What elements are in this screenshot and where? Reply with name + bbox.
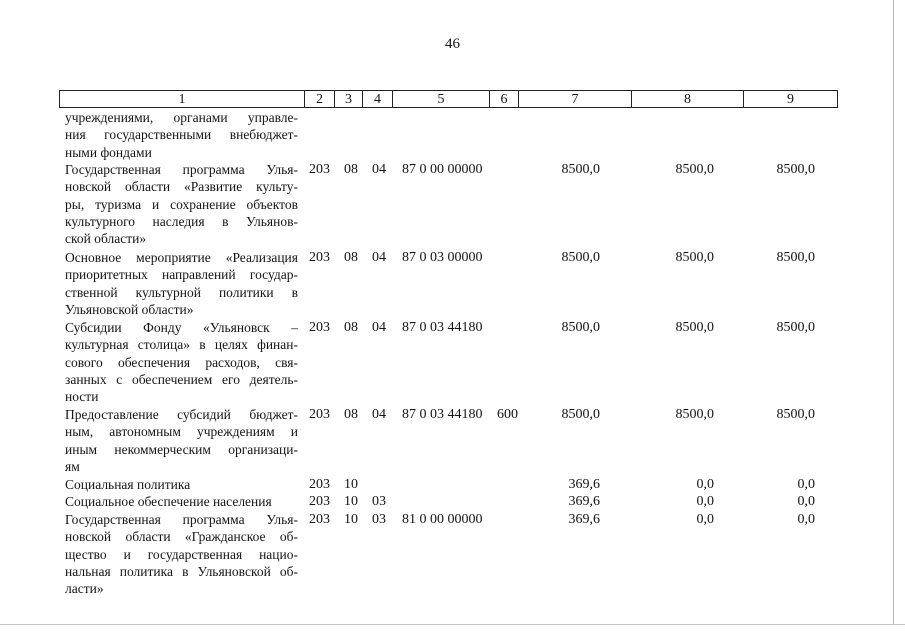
cell-section: 10 <box>344 494 358 509</box>
row-description <box>65 319 298 405</box>
cell-section: 10 <box>344 512 358 527</box>
cell-amount-col8: 8500,0 <box>675 407 714 422</box>
cell-amount-col8: 8500,0 <box>675 320 714 335</box>
header-col-9: 9 <box>743 91 837 107</box>
cell-section: 10 <box>344 477 358 492</box>
cell-admin-code: 203 <box>309 320 330 335</box>
cell-amount-col8: 0,0 <box>696 512 714 527</box>
cell-amount-col8: 0,0 <box>696 494 714 509</box>
cell-subsection: 04 <box>372 250 386 265</box>
header-col-1: 1 <box>178 92 186 107</box>
cell-target-article: 87 0 03 00000 <box>402 250 483 265</box>
cell-admin-code: 203 <box>309 512 330 527</box>
scan-edge-right <box>893 0 894 625</box>
cell-admin-code: 203 <box>309 494 330 509</box>
scan-edge-bottom <box>0 624 905 625</box>
row-description <box>65 406 298 475</box>
description-line: ры, туризма и сохранение объектов <box>65 196 298 212</box>
cell-subsection: 04 <box>372 162 386 177</box>
cell-amount-col9: 0,0 <box>797 477 815 492</box>
description-line: щество и государственная нацио- <box>65 546 298 562</box>
row-description <box>65 476 298 493</box>
cell-amount-col9: 8500,0 <box>776 250 815 265</box>
row-description <box>65 161 298 247</box>
header-col-7: 7 <box>518 91 631 107</box>
table-header <box>59 90 838 108</box>
cell-amount-col9: 8500,0 <box>776 407 815 422</box>
description-line: Социальное обеспечение населения <box>65 494 272 509</box>
description-line: ской области» <box>65 231 147 247</box>
description-line: Основное мероприятие «Реализация <box>65 250 298 265</box>
cell-amount-col8: 8500,0 <box>675 250 714 265</box>
description-line: приоритетных направлений государ- <box>65 267 298 283</box>
header-col-4: 4 <box>362 91 392 107</box>
description-line: Социальная политика <box>65 477 191 492</box>
cell-amount-col7: 8500,0 <box>561 162 600 177</box>
cell-target-article: 87 0 03 44180 <box>402 320 483 335</box>
description-line: Государственная программа Улья- <box>65 512 298 527</box>
row-description <box>65 249 298 318</box>
cell-subsection: 03 <box>372 512 386 527</box>
description-line: Ульяновской области» <box>65 301 194 317</box>
header-col-3: 3 <box>334 91 362 107</box>
row-description <box>65 511 298 597</box>
header-col-5: 5 <box>392 91 489 107</box>
cell-amount-col8: 8500,0 <box>675 162 714 177</box>
cell-amount-col7: 369,6 <box>568 494 600 509</box>
description-line: ными фондами <box>65 144 152 160</box>
description-line: иным некоммерческим организаци- <box>65 441 298 457</box>
description-line: Субсидии Фонду «Ульяновск – <box>65 320 298 335</box>
description-line: ности <box>65 389 99 405</box>
row-description <box>65 493 298 510</box>
description-line: ям <box>65 458 80 474</box>
header-col-6: 6 <box>489 91 518 107</box>
description-line: нальная политика в Ульяновской об- <box>65 563 298 579</box>
header-col-8: 8 <box>631 91 743 107</box>
cell-admin-code: 203 <box>309 250 330 265</box>
cell-amount-col9: 0,0 <box>797 494 815 509</box>
description-line: Предоставление субсидий бюджет- <box>65 407 298 422</box>
description-line: ния государственными внебюджет- <box>65 127 298 143</box>
cell-amount-col7: 8500,0 <box>561 250 600 265</box>
cell-target-article: 87 0 00 00000 <box>402 162 483 177</box>
description-line: сового обеспечения расходов, свя- <box>65 354 298 370</box>
description-line: учреждениями, органами управле- <box>65 110 298 125</box>
cell-expense-type: 600 <box>497 407 518 422</box>
cell-section: 08 <box>344 250 358 265</box>
description-line: культурная столица» в целях финан- <box>65 337 298 353</box>
description-line: новской области «Развитие культу- <box>65 179 298 195</box>
cell-admin-code: 203 <box>309 407 330 422</box>
header-col-2: 2 <box>304 91 334 107</box>
cell-section: 08 <box>344 320 358 335</box>
page-number: 46 <box>445 36 460 52</box>
cell-amount-col7: 8500,0 <box>561 407 600 422</box>
description-line: ственной культурной политики в <box>65 284 298 300</box>
cell-subsection: 04 <box>372 320 386 335</box>
cell-section: 08 <box>344 407 358 422</box>
cell-admin-code: 203 <box>309 162 330 177</box>
cell-amount-col9: 8500,0 <box>776 162 815 177</box>
description-line: ным, автономным учреждениям и <box>65 424 298 440</box>
cell-amount-col9: 0,0 <box>797 512 815 527</box>
cell-amount-col8: 0,0 <box>696 477 714 492</box>
cell-subsection: 04 <box>372 407 386 422</box>
cell-amount-col7: 369,6 <box>568 477 600 492</box>
description-line: ласти» <box>65 581 104 597</box>
cell-admin-code: 203 <box>309 477 330 492</box>
cell-amount-col9: 8500,0 <box>776 320 815 335</box>
cell-amount-col7: 369,6 <box>568 512 600 527</box>
description-line: занных с обеспечением его деятель- <box>65 371 298 387</box>
cell-target-article: 87 0 03 44180 <box>402 407 483 422</box>
cell-subsection: 03 <box>372 494 386 509</box>
description-line: Государственная программа Улья- <box>65 162 298 177</box>
description-line: культурного наследия в Ульянов- <box>65 213 298 229</box>
description-line: новской области «Гражданское об- <box>65 529 298 545</box>
row-description <box>65 109 298 161</box>
cell-section: 08 <box>344 162 358 177</box>
cell-amount-col7: 8500,0 <box>561 320 600 335</box>
cell-target-article: 81 0 00 00000 <box>402 512 483 527</box>
